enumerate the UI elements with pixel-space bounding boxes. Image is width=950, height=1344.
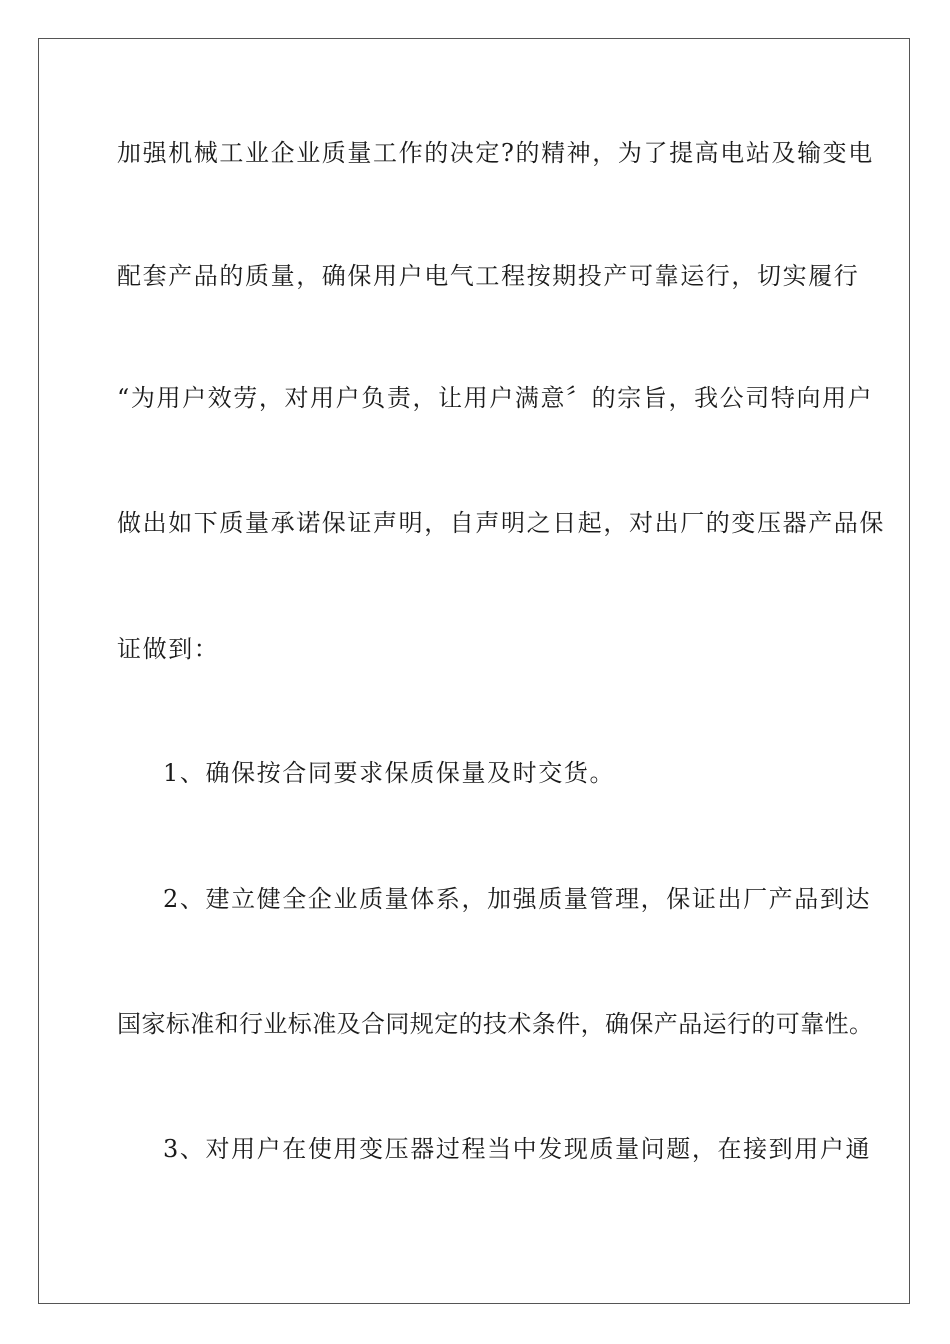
list-item-3: 3、对用户在使用变压器过程当中发现质量问题，在接到用户通 <box>163 1135 872 1163</box>
page-border <box>38 38 910 1304</box>
paragraph-line: “为用户效劳，对用户负责，让用户满意〞的宗旨，我公司特向用户 <box>117 384 874 412</box>
list-item-2: 2、建立健全企业质量体系，加强质量管理，保证出厂产品到达 <box>163 885 872 913</box>
list-item-1: 1、确保按合同要求保质保量及时交货。 <box>163 759 616 787</box>
paragraph-line: 证做到： <box>117 635 220 663</box>
paragraph-line: 加强机械工业企业质量工作的决定?的精神，为了提高电站及输变电 <box>117 139 874 167</box>
paragraph-line: 配套产品的质量，确保用户电气工程按期投产可靠运行，切实履行 <box>117 262 860 290</box>
paragraph-line: 国家标准和行业标准及合同规定的技术条件，确保产品运行的可靠性。 <box>117 1010 874 1038</box>
paragraph-line: 做出如下质量承诺保证声明，自声明之日起，对出厂的变压器产品保 <box>117 509 885 537</box>
